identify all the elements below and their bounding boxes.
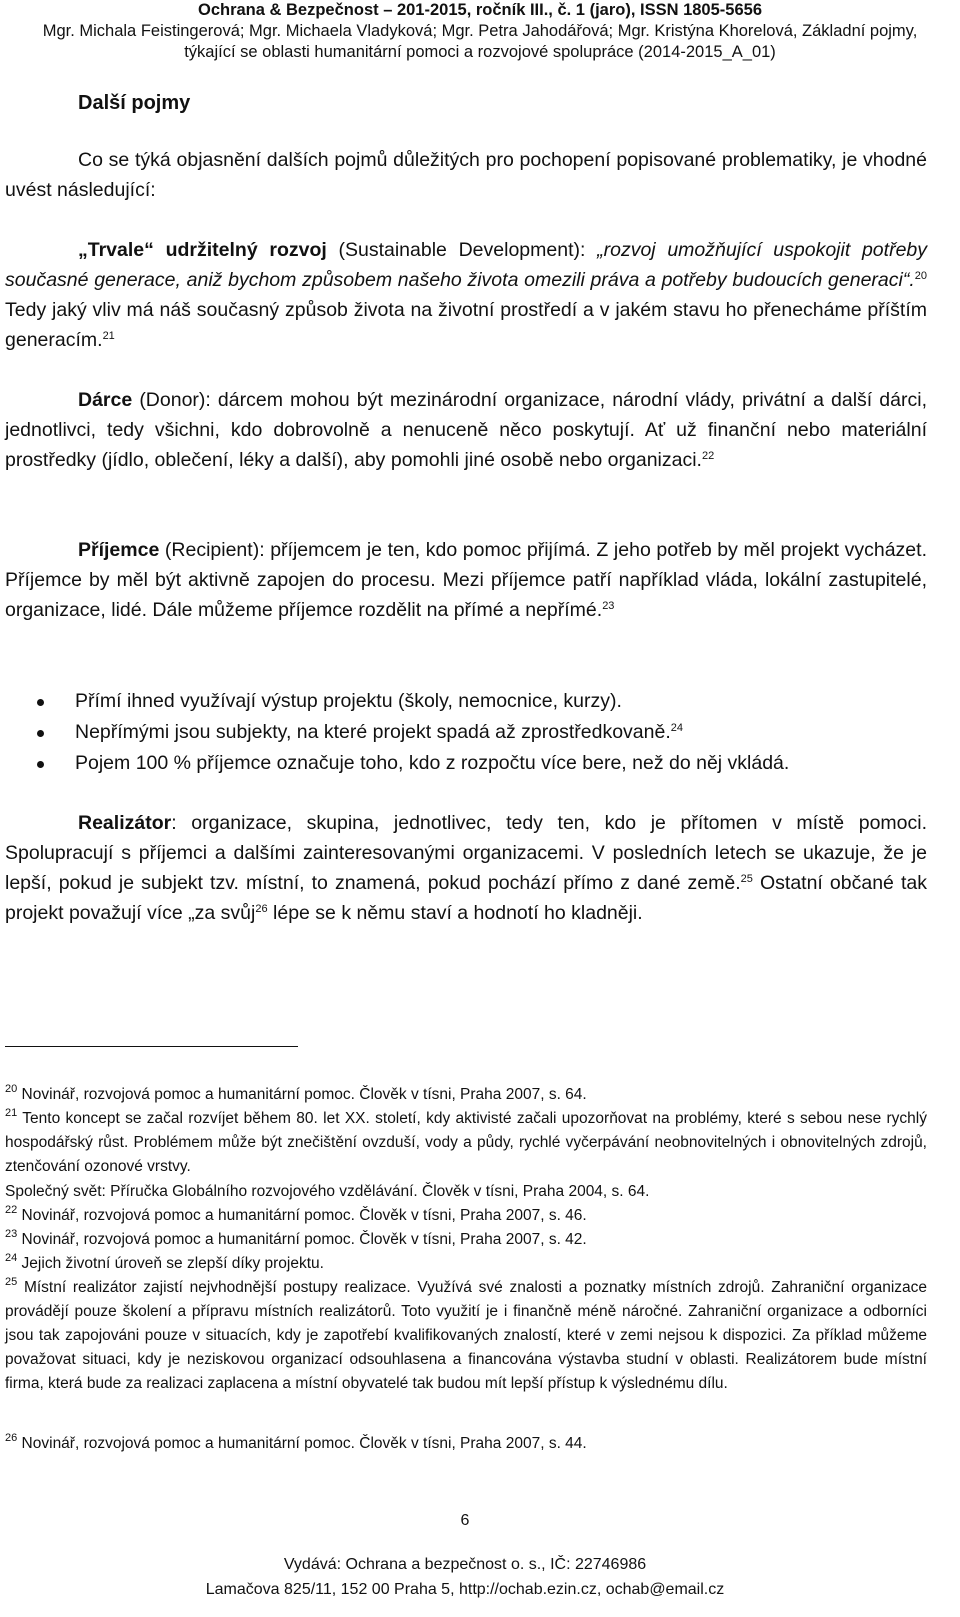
footnote-ref-25[interactable]: 25: [740, 873, 753, 885]
footnote-25: $^{25}$ Místní realizátor zajistí nejvhodnější postupy realizace. Využívá své znalosti a poznatky místních zdrojů. Zahraniční organizace provádějí pouze školení a přípravu místních realizátorů. Toto využití je i finančně méně náročné. Zahraniční organizace a odborníci jsou tak zapojováni pouze v situacích, kdy je zapotřebí kvalifikovaných znalostí, které v zemi nejsou k dispozici. Za příklad můžeme považovat situaci, kdy je neziskovou organizací odsouhlasena a financována výstavba studní v oblasti. Realizátorem bude místní firma, která bude za realizaci zaplacena a místní obyvatelé tak budou mít lepší přístup k výslednému dílu.: [5, 1276, 927, 1392]
realizator-paragraph: [5, 808, 927, 928]
list-item: Pojem 100 % příjemce označuje toho, kdo z rozpočtu více bere, než do něj vkládá.: [35, 748, 935, 779]
footnote-24: $^{24}$ Jejich životní úroveň se zlepší díky projektu.: [5, 1252, 324, 1272]
prijemce-text: (Recipient): příjemcem je ten, kdo pomoc přijímá. Z jeho potřeb by měl projekt vycházet. Příjemce by měl být aktivně zapojen do procesu. Mezi příjemce patří například vláda, lokální zastupitelé, organizace, lidé. Dále můžeme příjemce rozdělit na přímé a nepřímé.: [5, 539, 927, 621]
footnote-20: $^{20}$ Novinář, rozvojová pomoc a humanitární pomoc. Člověk v tísni, Praha 2007, s. 64.: [5, 1083, 587, 1103]
realizator-text-2: Ostatní občané tak projekt považují více „za svůj: [5, 872, 927, 924]
footnote-ref-26[interactable]: 26: [255, 903, 268, 915]
trvale-text: Tedy jaký vliv má náš současný způsob života na životní prostředí a v jakém stavu ho přenecháme příštím generacím.: [5, 299, 927, 351]
footnote-26: $^{26}$ Novinář, rozvojová pomoc a humanitární pomoc. Člověk v tísni, Praha 2007, s. 44.: [5, 1432, 587, 1452]
footnote-ref-21[interactable]: 21: [102, 330, 115, 342]
realizator-term: Realizátor: [78, 812, 172, 834]
article-title-line: týkající se oblasti humanitární pomoci a rozvojové spolupráce (2014-2015_A_01): [184, 43, 776, 61]
realizator-text-3: lépe se k němu staví a hodnotí ho kladněji.: [267, 902, 643, 924]
publisher-line: Vydává: Ochrana a bezpečnost o. s., IČ: 22746986: [283, 1556, 647, 1573]
footnote-22: $^{22}$ Novinář, rozvojová pomoc a humanitární pomoc. Člověk v tísni, Praha 2007, s. 46.: [5, 1204, 587, 1224]
footnote-21: $^{21}$ Tento koncept se začal rozvíjet během 80. let XX. století, kdy aktivisté začali upozorňovat na problémy, které s sebou nese rychlý hospodářský růst. Problémem může být znečištění ovzduší, vody a půdy, rychlé vyčerpávání neobnovitelných i obnovitelných zdrojů, ztenčování ozonové vrstvy.: [5, 1107, 927, 1175]
footnote-21-source: Společný svět: Příručka Globálního rozvojového vzdělávání. Člověk v tísni, Praha 2004, s. 64.: [5, 1183, 650, 1200]
footnote-ref-20[interactable]: 20: [914, 270, 927, 282]
journal-title: Ochrana & Bezpečnost – 201-2015, ročník III., č. 1 (jaro), ISSN 1805-5656: [197, 1, 762, 19]
footnote-ref-22[interactable]: 22: [701, 450, 715, 462]
recipient-types-list: [35, 686, 935, 779]
realizator-text-1: : organizace, skupina, jednotlivec, tedy ten, kdo je přítomen v místě pomoci. Spolupracují s příjemci a dalšími zainteresovanými organizacemi. V posledních letech se ukazuje, že je lepší, pokud je subjekt tzv. místní, to znamená, pokud pochází přímo z dané země.: [5, 812, 927, 894]
prijemce-paragraph: [5, 535, 927, 625]
trvale-definition: „rozvoj umožňující uspokojit potřeby současné generace, aniž bychom způsobem našeho života omezili práva a potřeby budoucích generaci“.: [5, 239, 928, 291]
intro-paragraph: [5, 145, 927, 205]
section-title: Další pojmy: [78, 92, 191, 114]
prijemce-term: Příjemce: [78, 539, 160, 561]
address-line: Lamačova 825/11, 152 00 Praha 5, http://ochab.ezin.cz, ochab@email.cz: [205, 1581, 725, 1598]
trvale-paren: (Sustainable Development):: [326, 239, 598, 261]
footnote-separator: [5, 1046, 298, 1047]
authors-line: Mgr. Michala Feistingerová; Mgr. Michaela Vladyková; Mgr. Petra Jahodářová; Mgr. Kristýna Khorelová, Základní pojmy,: [42, 22, 918, 40]
page-number: 6: [460, 1512, 470, 1529]
darce-paragraph: [5, 385, 927, 475]
footnote-23: $^{23}$ Novinář, rozvojová pomoc a humanitární pomoc. Člověk v tísni, Praha 2007, s. 42.: [5, 1228, 587, 1248]
page-header: [0, 0, 960, 63]
intro-text: Co se týká objasnění dalších pojmů důležitých pro pochopení popisované problematiky, je vhodné uvést následující:: [5, 149, 927, 201]
list-item: Přímí ihned využívají výstup projektu (školy, nemocnice, kurzy).: [35, 686, 935, 717]
bullet-icon: [37, 761, 44, 768]
list-item: Nepřímými jsou subjekty, na které projekt spadá až zprostředkovaně.$^{24}$: [35, 717, 935, 748]
darce-text: (Donor): dárcem mohou být mezinárodní organizace, národní vlády, privátní a další dárci, jednotlivci, tedy všichni, kdo dobrovolně a nenuceně něco poskytují. Ať už finanční nebo materiální prostředky (jídlo, oblečení, léky a další), aby pomohli jiné osobě nebo organizaci.: [5, 389, 927, 471]
darce-term: Dárce: [78, 389, 133, 411]
trvale-paragraph: [5, 235, 927, 355]
bullet-icon: [37, 699, 44, 706]
footnote-ref-23[interactable]: 23: [602, 600, 615, 612]
bullet-icon: [37, 730, 44, 737]
page-footer: [0, 1552, 930, 1602]
trvale-term: „Trvale“ udržitelný rozvoj: [78, 239, 327, 261]
footnote-ref-24[interactable]: 24: [670, 722, 683, 734]
